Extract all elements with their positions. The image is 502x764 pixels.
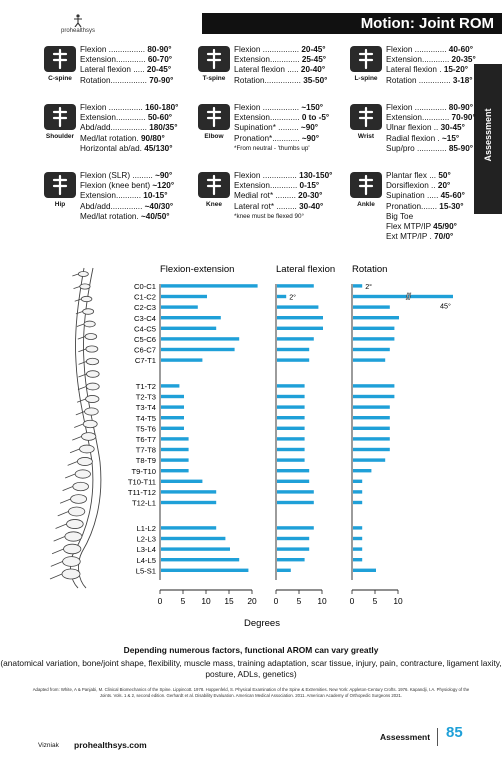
joint-rom-values	[234, 171, 332, 222]
rom-label: Plantar flex ...	[386, 171, 437, 180]
rom-value: 30-45°	[440, 123, 465, 133]
bar	[277, 569, 291, 572]
joint-name: Elbow	[204, 133, 224, 140]
rom-row	[386, 202, 465, 212]
rom-value: 35-50°	[303, 75, 328, 85]
rom-label: Flexion ................	[80, 45, 146, 54]
bar	[161, 569, 248, 572]
rom-label: Flexion ................	[234, 103, 300, 112]
rom-row	[386, 212, 465, 222]
bar	[161, 469, 189, 472]
rom-row	[80, 45, 173, 55]
bar	[277, 316, 323, 319]
panel-title: Flexion-extension	[160, 264, 235, 275]
bar	[353, 327, 394, 330]
segment-label: T11-T12	[127, 488, 156, 497]
bar	[161, 405, 184, 408]
segment-label: T6-T7	[135, 435, 156, 444]
bar	[161, 295, 207, 298]
rom-row	[386, 232, 465, 242]
rom-label: Med/lat rotation.	[80, 133, 139, 143]
segment-label: T9-T10	[131, 466, 156, 476]
rom-row	[234, 191, 332, 201]
bar	[161, 448, 189, 451]
rom-row	[386, 45, 476, 55]
data-label: 2°	[289, 292, 297, 302]
joint-name: Hip	[54, 201, 66, 208]
footer-website-link[interactable]: prohealthsys.com	[74, 740, 147, 750]
bar	[277, 547, 309, 550]
rom-label: Pronation*............	[234, 133, 300, 143]
rom-value: 15-20°	[443, 65, 469, 75]
rom-label: Radial flexion .	[386, 133, 440, 143]
footer-divider	[437, 728, 438, 746]
rom-label: Extension............	[234, 181, 298, 191]
ankle-foot-icon	[350, 172, 382, 198]
rom-label: Extension.............	[80, 113, 146, 123]
page-title: Motion: Joint ROM	[360, 15, 494, 32]
footer-author: Vizniak	[38, 742, 59, 749]
rom-row	[386, 113, 476, 123]
joint-name: Shoulder	[45, 133, 75, 140]
bar	[277, 501, 314, 504]
x-tick-label: 5	[180, 596, 186, 606]
bar	[161, 490, 216, 493]
x-tick-label: 10	[317, 596, 327, 606]
rom-value: 45-60°	[440, 191, 465, 201]
x-tick-label: 5	[372, 596, 378, 606]
segment-label: L1-L2	[136, 524, 156, 533]
rom-value: ~120°	[152, 181, 175, 191]
rom-value: 10-15°	[143, 191, 168, 201]
bar	[353, 348, 390, 351]
bar	[161, 348, 235, 351]
bar	[353, 284, 362, 287]
bar	[277, 395, 305, 398]
rom-row	[386, 181, 465, 191]
rom-row	[234, 113, 329, 123]
rom-label: Lateral rot* .........	[234, 201, 297, 211]
rom-label: Flexion (knee bent)	[80, 181, 151, 191]
rom-value: 15-30°	[439, 201, 464, 211]
rom-value: 45/130°	[144, 143, 173, 153]
bar	[353, 416, 390, 419]
segment-label: T3-T4	[135, 403, 156, 413]
rom-label: Med/lat rotation.	[80, 211, 139, 221]
rom-value: 160-180°	[145, 103, 179, 112]
bar	[277, 384, 305, 387]
rom-label: Flexion (SLR) .........	[80, 171, 153, 180]
bar	[161, 501, 216, 504]
bar	[161, 284, 258, 287]
rom-row	[80, 134, 178, 144]
logo-figure-icon	[70, 14, 86, 27]
bar	[277, 490, 314, 493]
joint-note: *knee must be flexed 90°	[234, 212, 305, 220]
rom-value: 70-90°	[451, 113, 476, 123]
rom-label: Supination* .........	[234, 123, 299, 133]
rom-value: 70/0°	[434, 232, 454, 242]
cervical-spine-icon	[44, 46, 76, 72]
bar	[161, 395, 184, 398]
rom-value: 20-35°	[451, 55, 476, 65]
rom-value: 20°	[437, 181, 451, 191]
rom-label: Horizontal ab/ad.	[80, 143, 142, 153]
bar	[353, 337, 394, 340]
bar	[161, 327, 216, 330]
panel-title: Lateral flexion	[276, 264, 336, 275]
side-tab-label: Assessment	[483, 108, 493, 162]
x-axis-title: Degrees	[244, 618, 280, 629]
bar	[161, 416, 184, 419]
reference-note: Adapted from: White, A & Panjabi, M. Clinical Biomechanics of the Spine. Lippincott. 1978. Hoppenfeld, S. Physical Examination of the Spine & Extremities. New York: Appleton-Century Crofts. 1976. Kapandji, I.A. Physiology of the Joints. Vols. 1 & 2, second edition. Gerhardt et al. Disability Evaluation. American Medical Association. 2011. American Academy of Orthopedic Surgeons 2021.	[32, 687, 470, 698]
rom-row	[234, 103, 329, 113]
rom-value: 70-90°	[149, 75, 174, 85]
shoulder-icon	[44, 104, 76, 130]
rom-label: Ext MTP/IP .	[386, 232, 432, 242]
bar	[277, 284, 314, 287]
segment-label: T1-T2	[135, 382, 156, 391]
rom-label: Flexion ..............	[386, 45, 447, 54]
joint-rom-values	[386, 103, 476, 154]
x-tick-label: 0	[157, 596, 163, 606]
rom-row	[234, 65, 327, 75]
joint-rom-values	[234, 45, 327, 86]
rom-label: Abd/add................	[80, 123, 147, 133]
rom-label: Rotation................	[80, 75, 147, 85]
data-label: 2°	[365, 282, 373, 291]
knee-icon	[198, 172, 230, 198]
bar	[353, 448, 390, 451]
rom-value: ~40/50°	[141, 211, 170, 221]
bar	[353, 395, 394, 398]
rom-row	[386, 171, 465, 181]
bar	[277, 305, 318, 308]
bar	[161, 316, 221, 319]
caption-factors: (anatomical variation, bone/joint shape, flexibility, muscle mass, training adaptation, scar tissue, injury, pain, contracture, ligament laxity, posture, ADLs, genetics)	[0, 658, 502, 679]
x-tick-label: 0	[349, 596, 355, 606]
joint-rom-values	[80, 45, 173, 86]
x-tick-label: 20	[247, 596, 257, 606]
rom-label: Flex MTP/IP	[386, 222, 431, 232]
joint-rom-values	[234, 103, 329, 154]
rom-value: 85-90°	[448, 143, 474, 153]
rom-label: Lateral flexion .	[386, 65, 442, 75]
bar	[277, 480, 309, 483]
segment-label: C1-C2	[134, 292, 156, 302]
joint-rom-values	[386, 45, 476, 86]
rom-row	[386, 76, 476, 86]
rom-value: 20-45°	[146, 65, 172, 75]
rom-label: Extension.............	[80, 55, 146, 65]
bar	[353, 405, 390, 408]
bar	[353, 469, 371, 472]
caption-bold: Depending numerous factors, functional AROM can vary greatly	[123, 645, 379, 655]
x-tick-label: 0	[273, 596, 279, 606]
rom-row	[80, 191, 174, 201]
bar	[161, 537, 225, 540]
joint-name: L-spine	[354, 75, 378, 82]
bar	[353, 501, 362, 504]
x-tick-label: 10	[201, 596, 211, 606]
bar	[277, 537, 309, 540]
rom-label: Flexion ................	[234, 45, 300, 54]
rom-row	[80, 202, 174, 212]
rom-label: Rotation ..............	[386, 75, 451, 85]
bar	[161, 547, 230, 550]
segment-label: C4-C5	[134, 324, 156, 334]
rom-value: ~90°	[301, 133, 319, 143]
rom-label: Extension...........	[80, 191, 141, 201]
segment-label: T5-T6	[135, 424, 156, 434]
joint-name: T-spine	[202, 75, 226, 82]
bar	[353, 316, 399, 319]
rom-value: 45/90°	[433, 222, 457, 232]
rom-value: 50-60°	[147, 113, 173, 123]
bar	[277, 337, 314, 340]
rom-value: 30-40°	[299, 201, 324, 211]
rom-value: 180/35°	[149, 123, 178, 133]
rom-label: Extension............	[386, 113, 450, 123]
segment-label: T7-T8	[135, 445, 156, 455]
footer-section-name: Assessment	[380, 732, 431, 742]
rom-value: 20-30°	[298, 191, 323, 201]
rom-row	[386, 103, 476, 113]
rom-label: Extension.............	[234, 113, 300, 123]
rom-value: ~15°	[441, 133, 460, 143]
rom-row	[80, 212, 174, 222]
bar	[353, 384, 394, 387]
rom-value: 40-60°	[448, 45, 474, 54]
bar	[161, 458, 189, 461]
publisher-logo	[58, 14, 98, 36]
rom-row	[234, 55, 327, 65]
bar	[161, 558, 239, 561]
bar	[353, 558, 362, 561]
segment-label: C6-C7	[134, 345, 156, 355]
wrist-hand-icon	[350, 104, 382, 130]
rom-row	[80, 113, 178, 123]
bar	[353, 537, 362, 540]
rom-row	[80, 181, 174, 191]
rom-label: Rotation................	[234, 75, 301, 85]
bar	[161, 358, 202, 361]
bar	[277, 469, 309, 472]
joint-name: C-spine	[48, 75, 72, 82]
joint-name: Ankle	[357, 201, 375, 208]
rom-row	[80, 103, 178, 113]
hip-pelvis-icon	[44, 172, 76, 198]
rom-row	[386, 144, 476, 154]
bar	[277, 437, 305, 440]
bar	[161, 427, 184, 430]
rom-row	[234, 171, 332, 181]
rom-label: Flexion ...............	[234, 171, 297, 180]
logo-text: prohealthsys	[60, 28, 96, 34]
rom-label: Sup/pro .............	[386, 143, 447, 153]
x-tick-label: 5	[296, 596, 302, 606]
rom-label: Lateral flexion .....	[80, 65, 145, 75]
joint-note: *From neutral - 'thumbs up'	[234, 144, 310, 152]
bar	[353, 305, 390, 308]
rom-row	[80, 123, 178, 133]
segment-label: C5-C6	[134, 335, 156, 344]
bar	[161, 437, 189, 440]
rom-row	[80, 65, 173, 75]
rom-label: Flexion ..............	[386, 103, 447, 112]
rom-row	[80, 55, 173, 65]
page-number: 85	[446, 724, 463, 741]
rom-row	[234, 45, 327, 55]
joint-name: Wrist	[357, 133, 375, 140]
rom-value: 80-90°	[448, 103, 474, 112]
rom-value: 20-45°	[301, 45, 326, 54]
rom-row	[386, 123, 476, 133]
bar	[353, 490, 362, 493]
rom-row	[386, 222, 465, 232]
rom-value: 20-40°	[300, 65, 326, 75]
segment-label: T2-T3	[135, 392, 156, 402]
rom-label: Lateral flexion .....	[234, 65, 299, 75]
rom-value: ~40/30°	[144, 201, 174, 211]
rom-value: 130-150°	[299, 171, 333, 180]
bar	[277, 295, 286, 298]
x-tick-label: 15	[224, 596, 234, 606]
bar	[353, 547, 362, 550]
rom-value: ~90°	[155, 171, 173, 180]
rom-row	[80, 171, 174, 181]
rom-value: ~90°	[300, 123, 319, 133]
lumbar-spine-icon	[350, 46, 382, 72]
rom-label: Extension............	[386, 55, 450, 65]
rom-row	[234, 181, 332, 191]
bar	[353, 526, 362, 529]
segment-label: L5-S1	[135, 566, 156, 576]
bar	[161, 526, 216, 529]
rom-label: Extension.............	[234, 55, 300, 65]
joint-rom-values	[386, 171, 465, 242]
bar	[277, 416, 305, 419]
thoracic-spine-icon	[198, 46, 230, 72]
segment-label: C3-C4	[134, 313, 156, 323]
rom-label: Pronation.......	[386, 201, 437, 211]
segment-label: T8-T9	[135, 456, 156, 466]
bar	[161, 384, 179, 387]
elbow-icon	[198, 104, 230, 130]
data-label: 45°	[440, 301, 451, 311]
rom-row	[80, 76, 173, 86]
bar	[277, 327, 323, 330]
rom-row	[386, 134, 476, 144]
bar	[353, 427, 390, 430]
rom-label: Supination .....	[386, 191, 439, 201]
segmental-rom-chart	[0, 262, 502, 642]
bar	[353, 458, 385, 461]
rom-value: 60-70°	[147, 55, 173, 65]
bar	[277, 526, 314, 529]
bar	[277, 358, 309, 361]
rom-row	[234, 202, 332, 212]
page-header	[0, 0, 502, 34]
segment-label: T12-L1	[131, 498, 156, 508]
bar	[353, 569, 376, 572]
bar	[277, 558, 305, 561]
bar	[277, 448, 305, 451]
segment-label: L4-L5	[136, 555, 156, 565]
rom-value: 0-15°	[299, 181, 320, 191]
rom-row	[234, 123, 329, 133]
rom-value: 0 to -5°	[301, 113, 330, 123]
bar	[277, 458, 305, 461]
rom-label: Dorsiflexion ..	[386, 181, 436, 191]
rom-value: 50°	[438, 171, 451, 180]
bar	[277, 348, 309, 351]
segment-label: L3-L4	[136, 545, 156, 555]
page-footer	[0, 722, 502, 764]
rom-label: Abd/add..............	[80, 201, 143, 211]
bar	[161, 337, 239, 340]
segment-label: C2-C3	[134, 303, 156, 313]
bar	[353, 437, 390, 440]
segment-label: L2-L3	[136, 534, 156, 544]
rom-value: 80-90°	[147, 45, 172, 54]
segment-label: C7-T1	[134, 356, 156, 366]
section-side-tab[interactable]	[474, 64, 502, 214]
bar	[161, 305, 198, 308]
rom-row	[80, 144, 178, 154]
joint-rom-values	[80, 103, 178, 154]
bar	[353, 480, 362, 483]
bar	[353, 295, 453, 298]
rom-label: Medial rot* .........	[234, 191, 296, 201]
rom-row	[234, 134, 329, 144]
segment-label: C0-C1	[134, 282, 156, 291]
bar	[353, 358, 385, 361]
bar	[161, 480, 202, 483]
rom-row	[386, 55, 476, 65]
rom-value: 3-18°	[452, 75, 473, 85]
bar	[277, 405, 305, 408]
rom-value: ~150°	[301, 103, 324, 112]
rom-row	[234, 76, 327, 86]
segment-label: T4-T5	[135, 413, 156, 423]
rom-label: Big Toe	[386, 211, 414, 221]
panel-title: Rotation	[352, 264, 388, 275]
rom-value: 90/80°	[141, 133, 165, 143]
joint-rom-values	[80, 171, 174, 222]
segment-label: T10-T11	[127, 477, 156, 487]
axis-break-mark: //	[406, 291, 412, 302]
bar	[277, 427, 305, 430]
rom-label: Flexion ...............	[80, 103, 143, 112]
x-tick-label: 10	[393, 596, 403, 606]
rom-value: 25-45°	[301, 55, 327, 65]
rom-label: Ulnar flexion ..	[386, 123, 439, 133]
rom-row	[386, 65, 476, 75]
joint-name: Knee	[206, 201, 222, 208]
rom-row	[386, 191, 465, 201]
